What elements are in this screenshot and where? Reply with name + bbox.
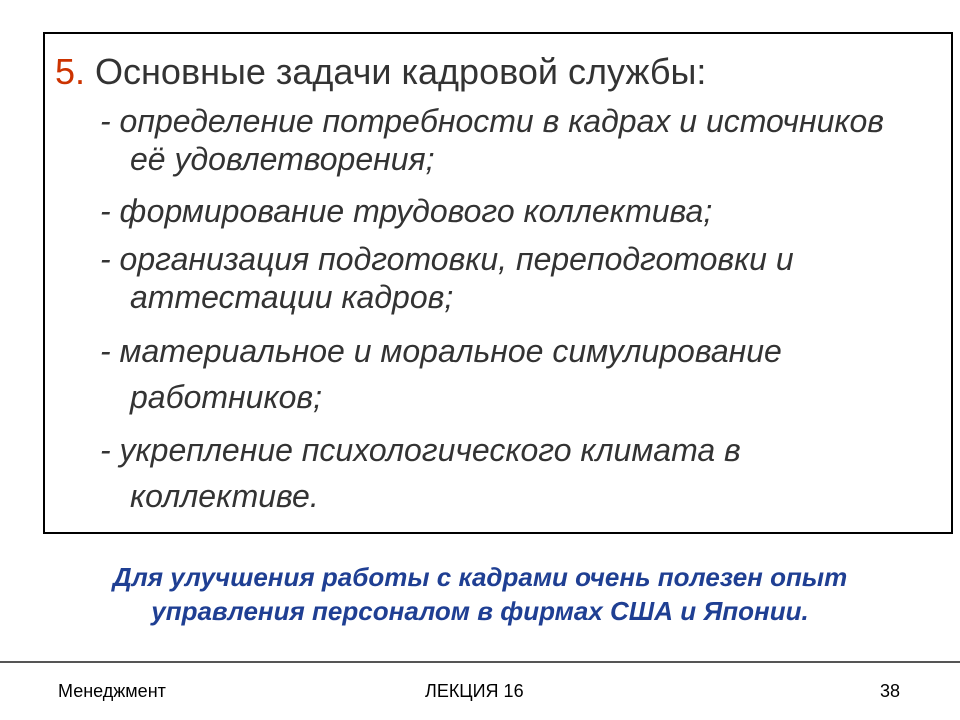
footer-page-number: 38: [880, 681, 901, 701]
slide-heading: [55, 48, 706, 96]
task-item-5: [100, 431, 741, 515]
task-item-5-line1: - укрепление психологического климата в: [100, 432, 741, 468]
task-item-1-line2: её удовлетворения;: [130, 141, 435, 177]
task-item-3-line2: аттестации кадров;: [130, 279, 454, 315]
task-item-2: [100, 192, 712, 230]
footer-course: Менеджмент: [58, 681, 166, 701]
note-line2: управления персоналом в фирмах США и Японии.: [151, 596, 809, 626]
footer-lecture: ЛЕКЦИЯ 16: [425, 681, 524, 701]
task-item-3: [100, 240, 794, 316]
task-item-2-line1: - формирование трудового коллектива;: [100, 193, 713, 229]
note-text: [0, 560, 960, 628]
task-item-1-line1: - определение потребности в кадрах и источников: [100, 103, 884, 139]
note-line1: Для улучшения работы с кадрами очень полезен опыт: [112, 562, 848, 592]
heading-number: 5.: [55, 51, 86, 92]
task-item-4: [100, 332, 782, 416]
task-item-1: [100, 102, 884, 178]
task-item-4-line2: работников;: [130, 379, 322, 415]
content-box: [43, 32, 953, 534]
task-item-4-line1: - материальное и моральное симулирование: [100, 333, 782, 369]
task-item-5-line2: коллективе.: [130, 478, 319, 514]
task-item-3-line1: - организация подготовки, переподготовки и: [100, 241, 794, 277]
heading-text: Основные задачи кадровой службы:: [95, 51, 707, 92]
footer-divider: [0, 661, 960, 663]
